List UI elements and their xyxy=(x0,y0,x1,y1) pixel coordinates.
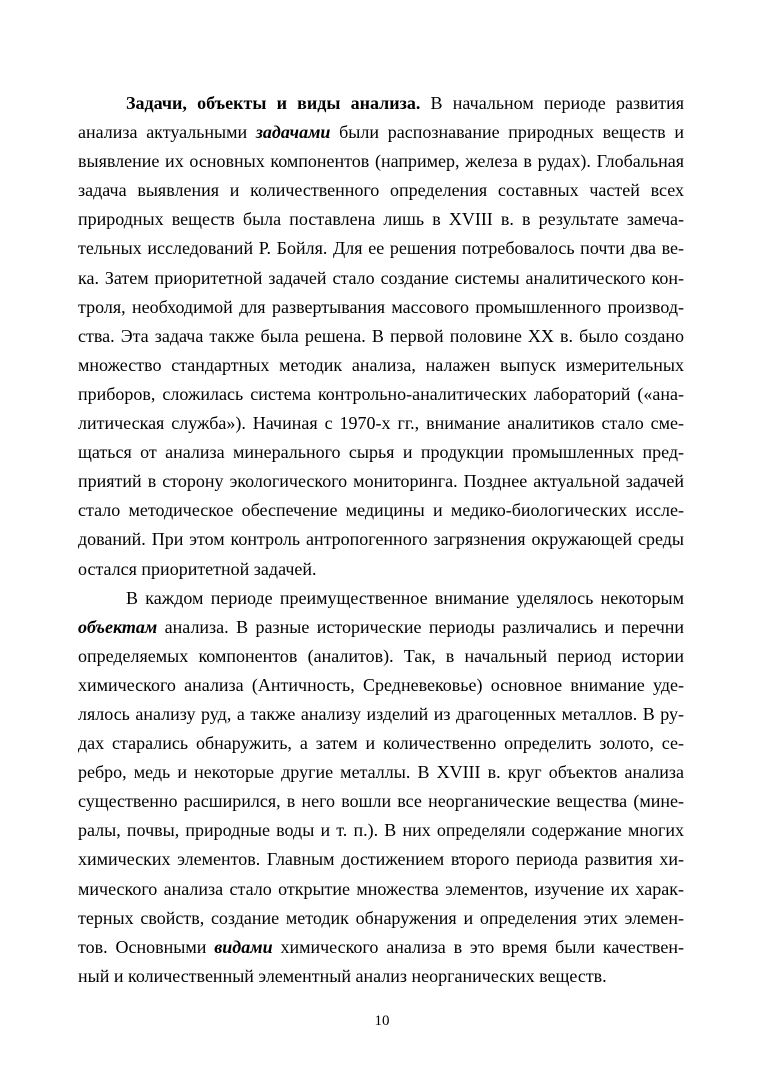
text-line: литическая служба»). Начиная с 1970-х гг., внимание аналитиков стало сме- xyxy=(78,413,684,434)
text-line: ный и количественный элементный анализ неорганических веществ. xyxy=(78,965,607,986)
emphasis-term: объектам xyxy=(78,616,158,637)
text-line: ребро, медь и некоторые другие металлы. В XVIII в. круг объектов анализа xyxy=(78,762,684,783)
text-line: выявление их основных компонентов (например, железа в рудах). Глобальная xyxy=(78,151,684,172)
text-line: дах старались обнаружить, а затем и количественно определить золото, се- xyxy=(78,733,684,754)
text-line: ка. Затем приоритетной задачей стало создание системы аналитического кон- xyxy=(78,267,684,288)
text-line: ралы, почвы, природные воды и т. п.). В них определяли содержание многих xyxy=(78,820,684,841)
text-line: Задачи, объекты и виды анализа. В начальном периоде развития xyxy=(126,93,684,113)
text-line: тельных исследований Р. Бойля. Для ее решения потребовалось почти два ве- xyxy=(78,238,684,259)
text-line: химического анализа (Античность, Средневековье) основное внимание уде- xyxy=(78,674,684,695)
text-line: троля, необходимой для развертывания массового промышленного производ- xyxy=(78,296,684,317)
section-heading: Задачи, объекты и виды анализа. xyxy=(126,93,421,113)
emphasis-term: видами xyxy=(214,936,273,957)
text-line: задача выявления и количественного определения составных частей всех xyxy=(78,180,684,201)
text-line: тов. Основными видами химического анализа в это время были качествен- xyxy=(78,936,685,957)
text-line: объектам анализа. В разные исторические периоды различались и перечни xyxy=(78,616,685,637)
text-line: терных свойств, создание методик обнаружения и определения этих элемен- xyxy=(78,907,684,928)
text-line: множество стандартных методик анализа, налажен выпуск измерительных xyxy=(78,354,684,375)
text-line: стало методическое обеспечение медицины и медико-биологических иссле- xyxy=(78,500,684,521)
text-line: остался приоритетной задачей. xyxy=(78,558,317,579)
text-line: приборов, сложилась система контрольно-аналитических лабораторий («ана- xyxy=(78,383,684,404)
page-number: 10 xyxy=(374,1013,390,1029)
emphasis-term: задачами xyxy=(255,122,331,143)
text-line: щаться от анализа минерального сырья и продукции промышленных пред- xyxy=(78,442,684,463)
text-line: существенно расширился, в него вошли все неорганические вещества (мине- xyxy=(78,791,684,812)
body-text xyxy=(78,89,684,991)
text-line: мического анализа стало открытие множества элементов, изучение их харак- xyxy=(78,878,684,899)
text-line: ства. Эта задача также была решена. В первой половине XX в. было создано xyxy=(78,325,684,346)
text-line: лялось анализу руд, а также анализу изделий из драгоценных металлов. В ру- xyxy=(78,703,684,724)
text-line: В каждом периоде преимущественное внимание уделялось некоторым xyxy=(126,587,684,608)
text-line: определяемых компонентов (аналитов). Так, в начальный период истории xyxy=(78,645,684,666)
text-line: природных веществ была поставлена лишь в XVIII в. в результате замеча- xyxy=(78,209,684,230)
text-line: химических элементов. Главным достижением второго периода развития хи- xyxy=(78,849,684,870)
text-line: приятий в сторону экологического мониторинга. Позднее актуальной задачей xyxy=(78,471,684,492)
text-line: дований. При этом контроль антропогенного загрязнения окружающей среды xyxy=(78,529,684,550)
text-line: анализа актуальными задачами были распознавание природных веществ и xyxy=(78,122,685,143)
paragraph-2 xyxy=(78,584,684,991)
paragraph-1 xyxy=(78,89,684,584)
